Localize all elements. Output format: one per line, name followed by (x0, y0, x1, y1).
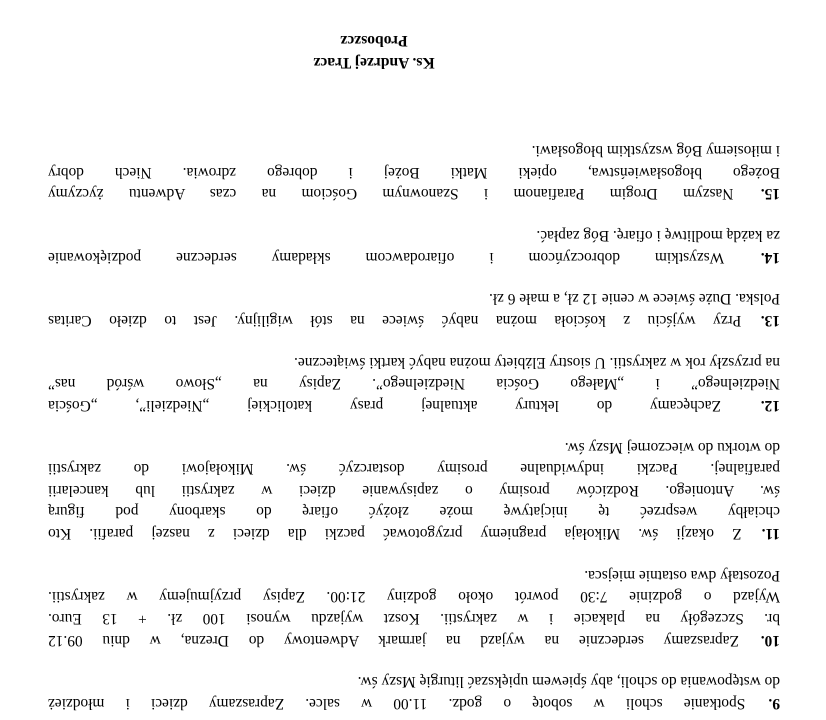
announcement-line: Wyjazd o godzinie 7:30 powrót około godziny 21:00. Zapisy przyjmujemy w zakrystii. (48, 588, 780, 606)
announcement-line: św. Antoniego. Rodziców prosimy o zapisywanie dzieci w zakrystii lub kancelarii (48, 481, 780, 499)
announcement-text: Naszym Drogim Parafianom i Szanownym Gościom na czas Adwentu życzymy (48, 185, 734, 203)
announcement-line: parafialnej. Paczki indywidualne prosimy dostarczyć św. Mikołajowi do zakrystii (48, 460, 780, 478)
signature-block (274, 29, 474, 73)
announcement-text: Z okazji św. Mikołaja pragniemy przygotować paczki dla dzieci z naszej parafii. Kto (48, 525, 742, 543)
announcement-line: Polska. Duże świece w cenie 12 zł, a małe 6 zł. (488, 290, 780, 308)
announcement-13 (48, 288, 780, 331)
announcement-text: Spotkanie scholi w sobotę o godz. 11.00 w salce. Zapraszamy dzieci i młodzież (48, 695, 746, 712)
announcement-line: na przyszły rok w zakrystii. U siostry Elżbiety można nabyć kartki świąteczne. (294, 353, 780, 371)
announcement-number: 10. (760, 631, 780, 649)
announcement-number: 14. (760, 248, 780, 266)
announcement-line (48, 183, 780, 205)
signature-name: Ks. Andrzej Tracz (313, 54, 435, 71)
announcement-line: za każdą modlitwę i ofiarę. Bóg zapłać. (536, 226, 780, 244)
announcement-number: 13. (760, 311, 780, 329)
announcements-list (48, 139, 780, 714)
announcement-15 (48, 139, 780, 204)
announcement-text: Zapraszamy serdecznie na wyjazd na jarmark Adwentowy do Drezna, w dniu 09.12 (48, 631, 739, 649)
announcement-text: Wszystkim dobroczyńcom i ofiarodawcom składamy serdeczne podziękowanie (47, 248, 725, 266)
announcement-text: Zachęcamy do lektury aktualnej prasy katolickiej „Niedzieli”, „Gościa (48, 396, 721, 414)
announcement-line: chciałby wesprzeć tę inicjatywę może złożyć ofiarę do skarbony pod figurą (48, 503, 780, 521)
announcement-line: do wtorku do wieczornej Mszy św. (564, 438, 780, 456)
signature-title: Proboszcz (340, 32, 408, 49)
announcement-number: 12. (760, 396, 780, 414)
announcement-number: 11. (761, 525, 780, 543)
announcement-line (48, 246, 780, 268)
announcement-text: Przy wyjściu z kościoła można nabyć świece na stół wigilijny. Jest to dzieło Caritas (48, 311, 742, 329)
announcement-11 (48, 436, 780, 544)
announcement-line: i miłosierny Bóg wszystkim błogosławi. (531, 142, 780, 159)
announcement-14 (48, 224, 780, 267)
announcement-line (48, 522, 780, 544)
announcement-line (48, 692, 780, 714)
announcement-line: Bożego błogosławieństwa, opieki Matki Bożej i dobrego zdrowia. Niech dobry (48, 163, 780, 181)
announcement-9 (48, 671, 780, 714)
announcement-line: br. Szczegóły na plakacie i w zakrystii. Koszt wyjazdu wynosi 100 zł. + 13 Euro. (48, 610, 780, 628)
announcement-line: do wstępowania do scholi, aby śpiewem upiększać liturgię Mszy św. (357, 673, 780, 691)
announcement-number: 9. (768, 695, 780, 712)
announcement-line (48, 309, 780, 331)
announcement-line (48, 394, 780, 416)
announcement-line: Pozostały dwa ostatnie miejsca. (584, 566, 780, 584)
announcement-12 (48, 351, 780, 416)
announcement-line: Niedzielnego” i „Małego Gościa Niedzielnego”. Zapisy na „Słowo wśród nas” (48, 375, 780, 393)
announcement-number: 15. (760, 185, 780, 203)
announcement-10 (48, 564, 780, 650)
announcement-line (48, 629, 780, 651)
